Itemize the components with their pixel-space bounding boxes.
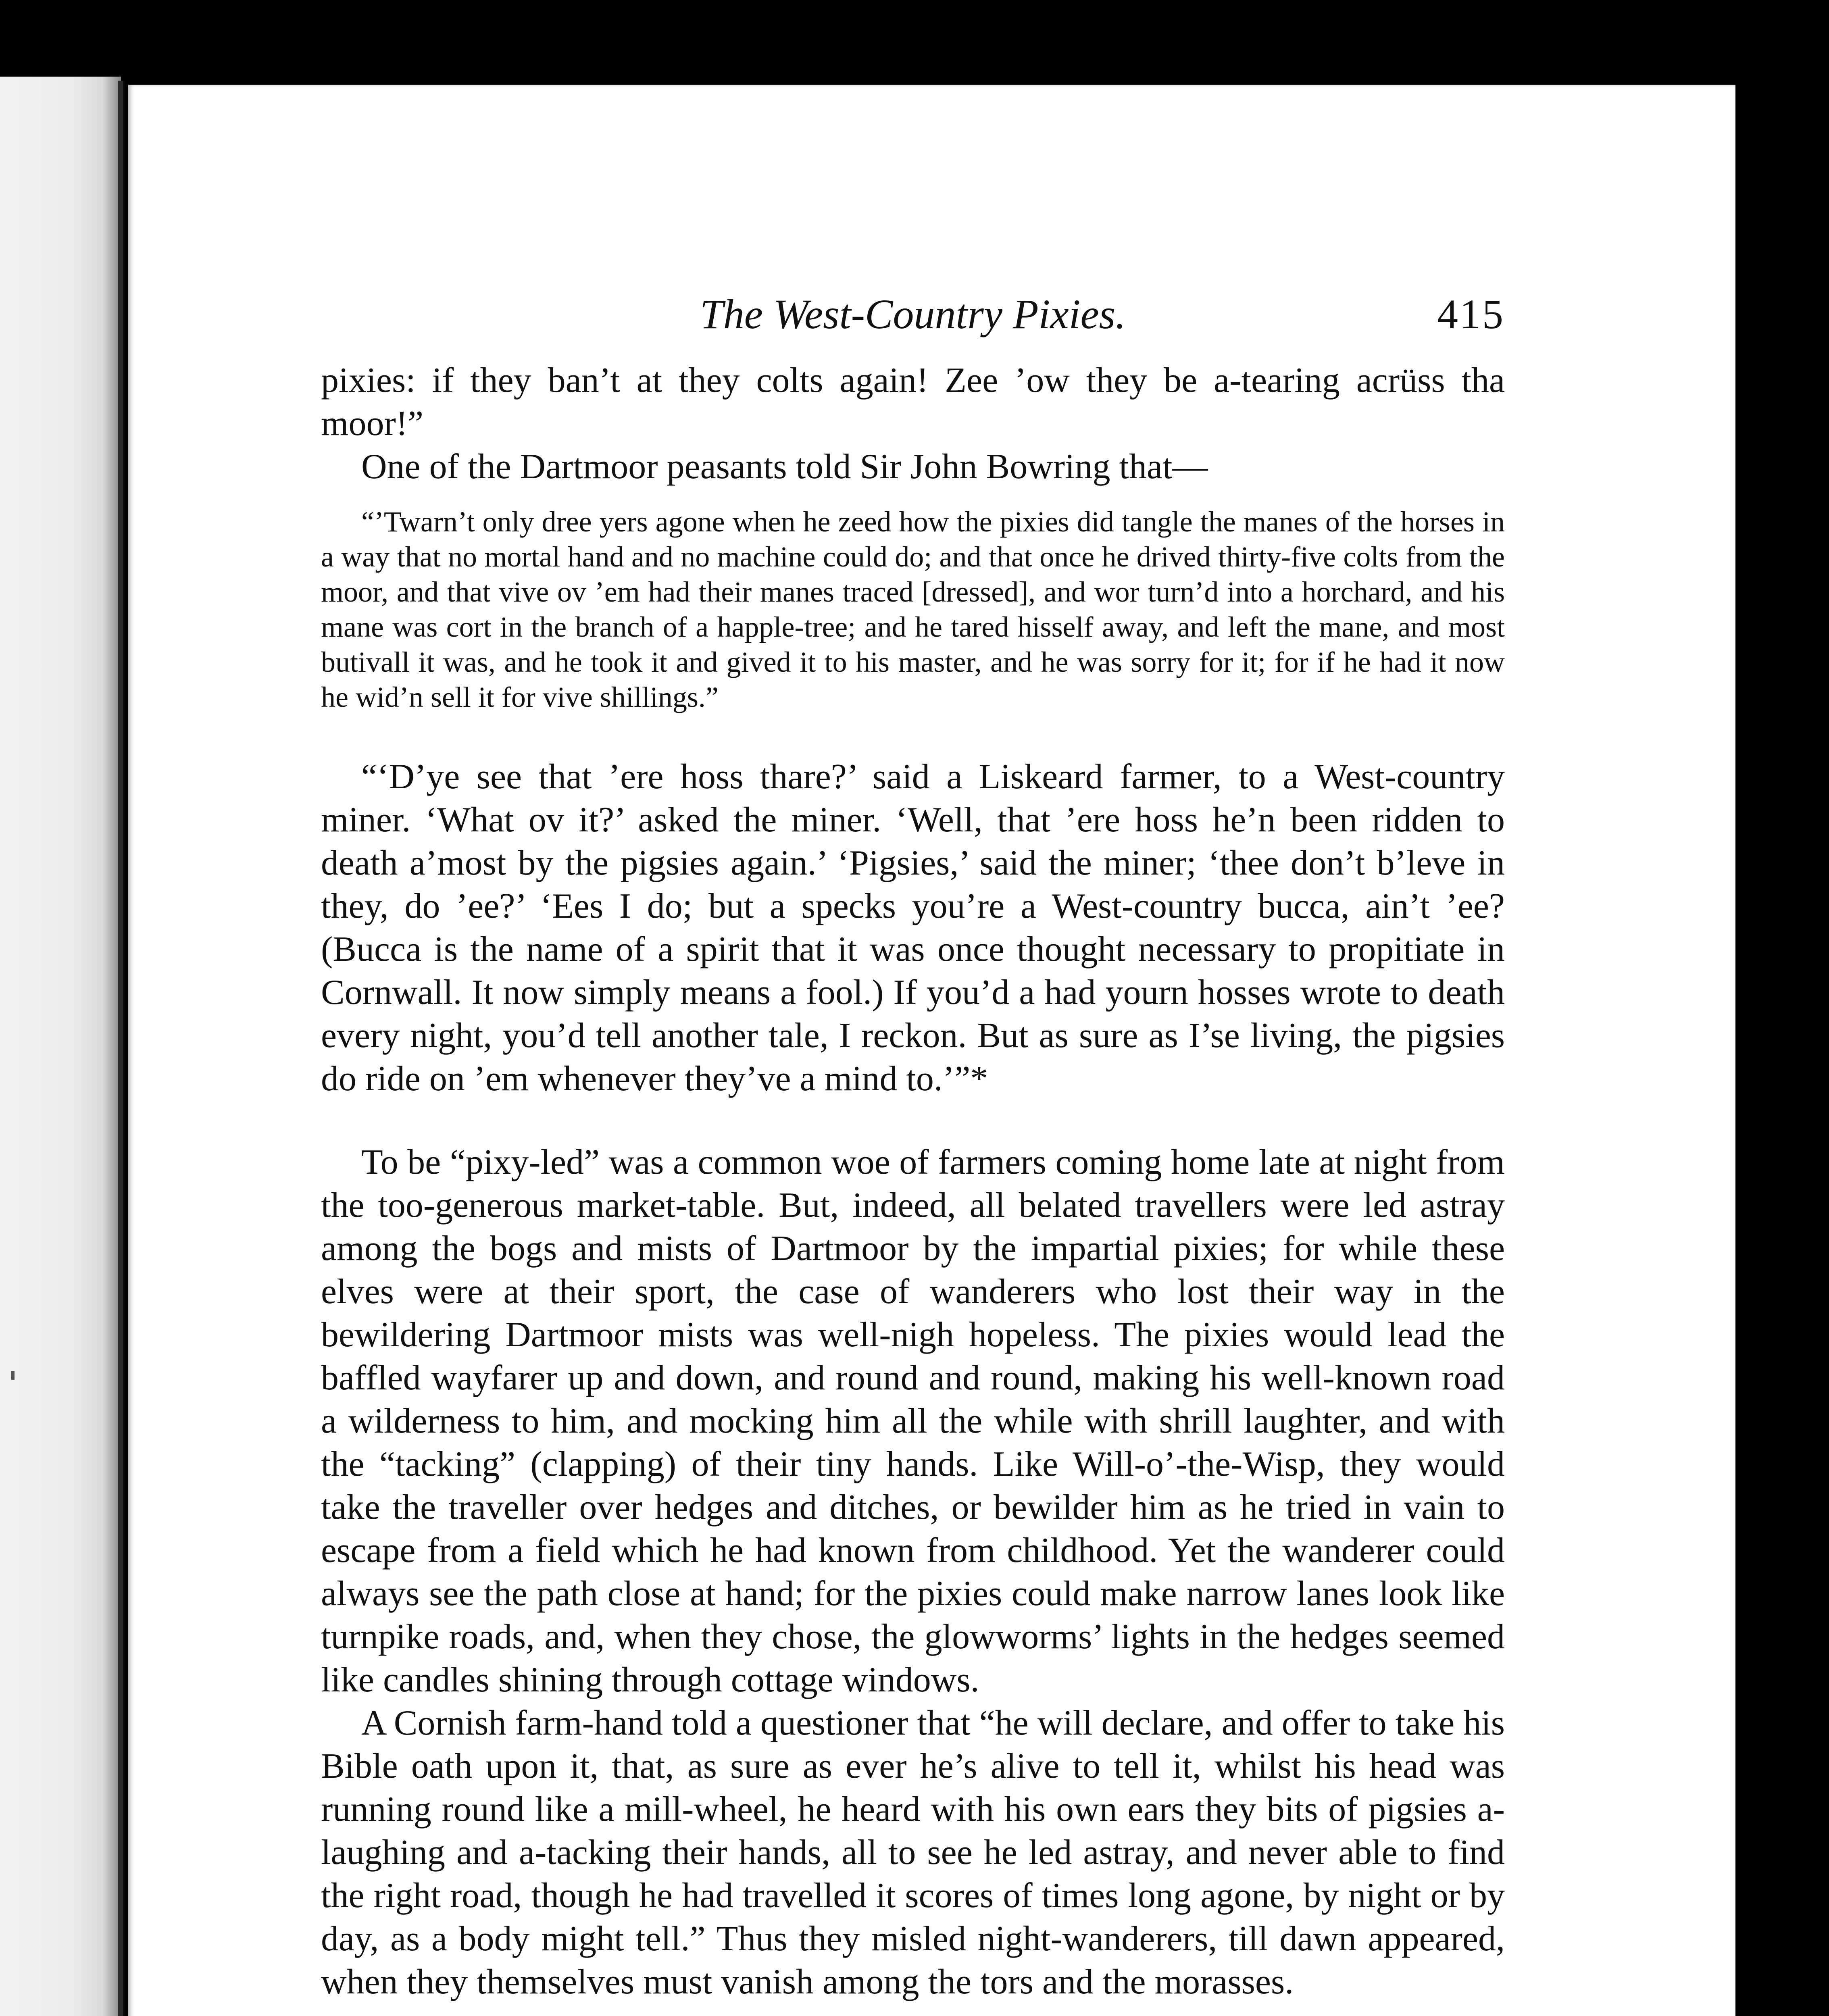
paragraph-cornish-farm-hand: A Cornish farm-hand told a questioner that “he will declare, and offer to take his Bible oath upon it, that, as sure as ever he’s alive to tell it, whilst his head was running round like a mill-wheel, he heard with his own ears they bits of pigsies a-laughing and a-tacking their hands, all to see he led astray, and never able to find the right road, though he had travelled it scores of times long agone, by night or by day, as a body might tell.” Thus they misled night-wanderers, till dawn appeared, when they themselves must vanish among the tors and the morasses.: [321, 1704, 1505, 2001]
running-head: [321, 286, 1505, 343]
paragraph-liskeard-farmer: “‘D’ye see that ’ere hoss thare?’ said a Liskeard farmer, to a West-country miner. ‘What ov it?’ asked the miner. ‘Well, that ’ere hoss he’n been ridden to death a’most by the pigsies again.’ ‘Pigsies,’ said the miner; ‘thee don’t b’leve in they, do ’ee?’ ‘Ees I do; but a specks you’re a West-country bucca, ain’t ’ee? (Bucca is the name of a spirit that it was once thought necessary to propitiate in Cornwall. It now simply means a fool.) If you’d a had yourn hosses wrote to death every night, you’d tell another tale, I reckon. But as sure as I’se living, the pigsies do ride on ’em whenever they’ve a mind to.’”*: [321, 757, 1505, 1098]
scan-artifact: [11, 1371, 15, 1380]
running-title: The West-Country Pixies.: [700, 291, 1126, 337]
spacer: [321, 715, 1505, 755]
paragraph-bowring-intro: One of the Dartmoor peasants told Sir John Bowring that—: [361, 447, 1208, 486]
page-number: 415: [1437, 291, 1505, 337]
paragraph-pixy-led: To be “pixy-led” was a common woe of farmers coming home late at night from the too-generous market-table. But, indeed, all belated travellers were led astray among the bogs and mists of Dartmoor by the impartial pixies; for while these elves were at their sport, the case of wanderers who lost their way in the bewildering Dartmoor mists was well-nigh hopeless. The pixies would lead the baffled wayfarer up and down, and round and round, making his well-known road a wilderness to him, and mocking him all the while with shrill laughter, and with the “tacking” (clapping) of their tiny hands. Like Will-o’-the-Wisp, they would take the traveller over hedges and ditches, or bewilder him as he tried in vain to escape from a field which he had known from childhood. Yet the wanderer could always see the path close at hand; for the pixies could make narrow lanes look like turnpike roads, and, when they chose, the glowworms’ lights in the hedges seemed like candles shining through cottage windows.: [321, 1143, 1505, 1699]
book-gutter: [118, 81, 123, 2016]
spacer: [321, 1100, 1505, 1141]
block-quote: “’Twarn’t only dree yers agone when he zeed how the pixies did tangle the manes of the horses in a way that no mortal hand and no machine could do; and that once he drived thirty-five colts from the moor, and that vive ov ’em had their manes traced [dressed], and wor turn’d into a horchard, and his mane was cort in the branch of a happle-tree; and he tared hisself away, and left the mane, and most butivall it was, and he took it and gived it to his master, and he was sorry for it; for if he had it now he wid’n sell it for vive shillings.”: [321, 506, 1505, 713]
facing-page-edge: [0, 77, 121, 2016]
book-page: [128, 85, 1735, 2016]
body-text: [321, 359, 1505, 2016]
paragraph-continuation: pixies: if they ban’t at they colts again! Zee ’ow they be a-tearing acrüss tha moor!”: [321, 361, 1505, 443]
